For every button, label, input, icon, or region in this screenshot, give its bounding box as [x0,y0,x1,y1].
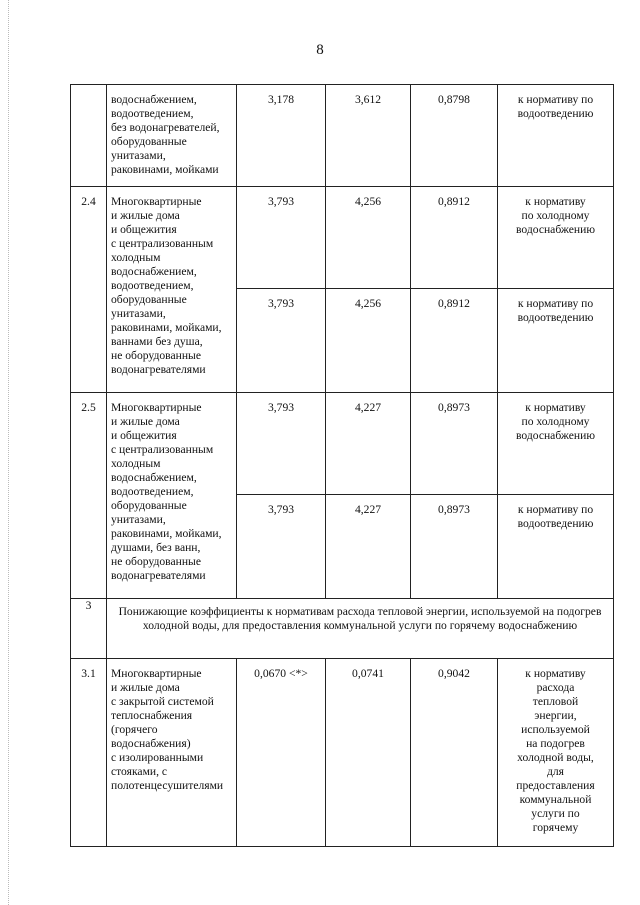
row-number-cell: 3.1 [71,659,107,847]
value-cell: 3,793 [237,187,326,289]
table-row [71,659,614,847]
row-description: Многоквартирные и жилые дома и общежития с централизованным холодным водоснабжением, водоотведением, оборудованные унитазами, раковинами, мойками, ваннами без душа, не оборудованные водонагревателями [107,187,237,393]
value-cell: 0,8912 [411,289,498,393]
value-cell: 0,9042 [411,659,498,847]
value-cell: 3,612 [326,85,411,187]
value-cell: 4,227 [326,393,411,495]
value-cell: 0,8798 [411,85,498,187]
section-number: 3 [71,599,107,659]
scan-edge [8,0,10,905]
table-row [71,85,614,187]
table-row [71,393,614,495]
note-cell: к нормативу по водоотведению [498,289,614,393]
value-cell: 3,178 [237,85,326,187]
value-cell: 4,227 [326,495,411,599]
row-description: Многоквартирные и жилые дома и общежития с централизованным холодным водоснабжением, водоотведением, оборудованные унитазами, раковинами, мойками, душами, без ванн, не оборудованные водонагревателями [107,393,237,599]
value-cell: 3,793 [237,495,326,599]
value-cell: 0,8912 [411,187,498,289]
value-cell: 0,8973 [411,495,498,599]
section-row [71,599,614,659]
coefficients-table [70,84,614,847]
row-description: Многоквартирные и жилые дома с закрытой системой теплоснабжения (горячего водоснабжения) с изолированными стояками, с полотенцесушителями [107,659,237,847]
note-cell: к нормативу по холодному водоснабжению [498,393,614,495]
note-cell: к нормативу по холодному водоснабжению [498,187,614,289]
value-cell: 4,256 [326,187,411,289]
row-number-cell [71,85,107,187]
value-cell: 0,0670 <*> [237,659,326,847]
value-cell: 0,0741 [326,659,411,847]
note-cell: к нормативу по водоотведению [498,85,614,187]
value-cell: 0,8973 [411,393,498,495]
note-cell: к нормативу расхода тепловой энергии, используемой на подогрев холодной воды, для предоставления коммунальной услуги по горячему [498,659,614,847]
value-cell: 3,793 [237,393,326,495]
table-row [71,187,614,289]
section-title: Понижающие коэффициенты к нормативам расхода тепловой энергии, используемой на подогрев холодной воды, для предоставления коммунальной услуги по горячему водоснабжению [107,599,614,659]
value-cell: 3,793 [237,289,326,393]
row-description: водоснабжением, водоотведением, без водонагревателей, оборудованные унитазами, раковинами, мойками [107,85,237,187]
page-number: 8 [316,42,324,58]
row-number-cell: 2.5 [71,393,107,599]
value-cell: 4,256 [326,289,411,393]
row-number-cell: 2.4 [71,187,107,393]
note-cell: к нормативу по водоотведению [498,495,614,599]
